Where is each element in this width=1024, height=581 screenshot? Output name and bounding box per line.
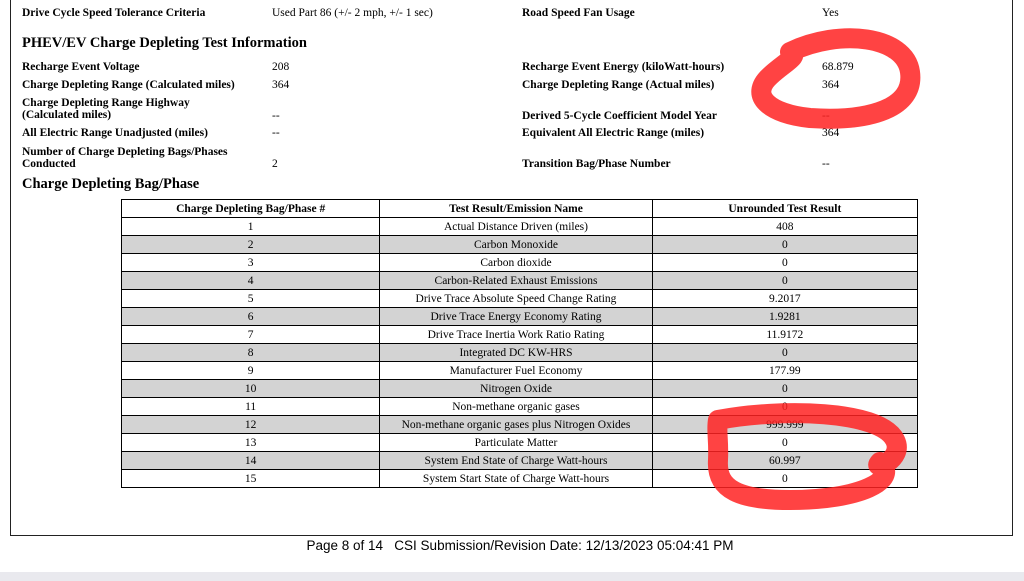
cell-unrounded-result: 177.99 [652,362,917,380]
derived-value: -- [822,110,830,122]
recharge-energy-value: 68.879 [822,61,854,73]
cell-result-name: Actual Distance Driven (miles) [380,218,652,236]
table-row [122,326,918,344]
eq-aer-label: Equivalent All Electric Range (miles) [522,127,705,139]
cd-range-calc-value: 364 [272,79,290,91]
cell-bag-number: 3 [122,254,380,272]
transition-value: -- [822,158,830,170]
table-row [122,272,918,290]
cd-range-hwy-label-line2: (Calculated miles) [22,109,112,121]
cell-result-name: Carbon-Related Exhaust Emissions [380,272,652,290]
cd-range-hwy-label-line1: Charge Depleting Range Highway [22,97,190,109]
cell-unrounded-result: 0 [652,380,917,398]
recharge-voltage-value: 208 [272,61,290,73]
cell-result-name: Manufacturer Fuel Economy [380,362,652,380]
num-bags-value: 2 [272,158,278,170]
cell-unrounded-result: 0 [652,272,917,290]
cell-bag-number: 11 [122,398,380,416]
cell-result-name: Drive Trace Inertia Work Ratio Rating [380,326,652,344]
cell-unrounded-result: 11.9172 [652,326,917,344]
section-title: PHEV/EV Charge Depleting Test Information [22,35,307,51]
table-row [122,344,918,362]
table-row [122,254,918,272]
fan-value: Yes [822,7,839,19]
num-bags-label-line1: Number of Charge Depleting Bags/Phases [22,146,228,158]
cell-bag-number: 12 [122,416,380,434]
cell-result-name: Drive Trace Absolute Speed Change Rating [380,290,652,308]
recharge-voltage-label: Recharge Event Voltage [22,61,140,73]
cell-result-name: Carbon dioxide [380,254,652,272]
num-bags-label-line2: Conducted [22,158,76,170]
cell-unrounded-result: 0 [652,470,917,488]
table-row [122,416,918,434]
recharge-energy-label: Recharge Event Energy (kiloWatt-hours) [522,61,725,73]
table-row [122,362,918,380]
cell-result-name: System End State of Charge Watt-hours [380,452,652,470]
tolerance-label: Drive Cycle Speed Tolerance Criteria [22,7,206,19]
table-row [122,452,918,470]
header-bag-number: Charge Depleting Bag/Phase # [122,200,380,218]
bag-results-table [121,199,918,488]
cell-unrounded-result: 408 [652,218,917,236]
cell-bag-number: 13 [122,434,380,452]
aer-unadj-label: All Electric Range Unadjusted (miles) [22,127,208,139]
cell-bag-number: 5 [122,290,380,308]
page-footer: Page 8 of 14 CSI Submission/Revision Date: 12/13/2023 05:04:41 PM [306,538,734,553]
cell-unrounded-result: 0 [652,398,917,416]
table-row [122,398,918,416]
cell-unrounded-result: 0 [652,236,917,254]
cell-result-name: Non-methane organic gases [380,398,652,416]
cell-bag-number: 8 [122,344,380,362]
cell-result-name: System Start State of Charge Watt-hours [380,470,652,488]
derived-label: Derived 5-Cycle Coefficient Model Year [522,110,718,122]
cell-result-name: Integrated DC KW-HRS [380,344,652,362]
cell-unrounded-result: 1.9281 [652,308,917,326]
cell-result-name: Carbon Monoxide [380,236,652,254]
cell-bag-number: 7 [122,326,380,344]
cell-bag-number: 4 [122,272,380,290]
cell-bag-number: 2 [122,236,380,254]
cell-unrounded-result: 9.2017 [652,290,917,308]
cell-bag-number: 15 [122,470,380,488]
cd-range-actual-value: 364 [822,79,840,91]
transition-label: Transition Bag/Phase Number [522,158,671,170]
cell-result-name: Non-methane organic gases plus Nitrogen Oxides [380,416,652,434]
table-row [122,308,918,326]
table-row [122,290,918,308]
cd-range-calc-label: Charge Depleting Range (Calculated miles) [22,79,235,91]
aer-unadj-value: -- [272,127,280,139]
table-row [122,380,918,398]
cd-range-actual-label: Charge Depleting Range (Actual miles) [522,79,715,91]
cell-bag-number: 9 [122,362,380,380]
cell-bag-number: 1 [122,218,380,236]
table-row [122,218,918,236]
cell-bag-number: 10 [122,380,380,398]
table-row [122,236,918,254]
bottom-strip [0,572,1024,581]
cell-result-name: Drive Trace Energy Economy Rating [380,308,652,326]
cell-bag-number: 14 [122,452,380,470]
cell-unrounded-result: 0 [652,254,917,272]
eq-aer-value: 364 [822,127,840,139]
cell-unrounded-result: 0 [652,344,917,362]
table-header-row [122,200,918,218]
cell-result-name: Particulate Matter [380,434,652,452]
fan-label: Road Speed Fan Usage [522,7,635,19]
bag-section-title: Charge Depleting Bag/Phase [22,176,200,192]
cell-unrounded-result: 999.999 [652,416,917,434]
cell-bag-number: 6 [122,308,380,326]
table-row [122,434,918,452]
cell-unrounded-result: 0 [652,434,917,452]
table-row [122,470,918,488]
cd-range-hwy-value: -- [272,110,280,122]
cell-unrounded-result: 60.997 [652,452,917,470]
tolerance-value: Used Part 86 (+/- 2 mph, +/- 1 sec) [272,7,433,19]
header-unrounded-result: Unrounded Test Result [652,200,917,218]
cell-result-name: Nitrogen Oxide [380,380,652,398]
header-result-name: Test Result/Emission Name [380,200,652,218]
